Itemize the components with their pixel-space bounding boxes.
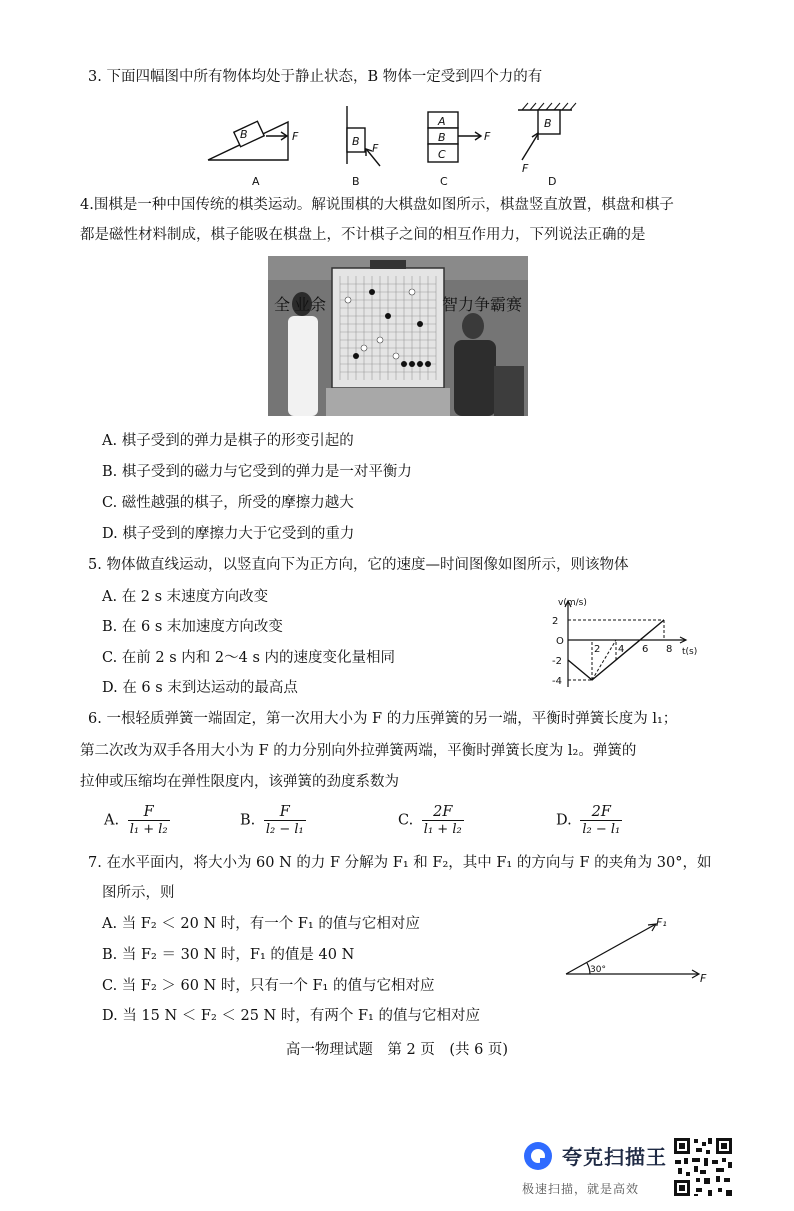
- x-tick-label: 6: [642, 644, 649, 655]
- q3-figures: [200, 100, 580, 190]
- q6-option-d-fraction: [580, 804, 622, 837]
- q7-option-d: D. 当 15 N ＜ F₂ ＜ 25 N 时，有两个 F₁ 的值与它相对应: [102, 1008, 480, 1024]
- force-decomposition-figure: [560, 912, 720, 992]
- force-arrow-d: [522, 134, 538, 160]
- y-tick-label: -2: [552, 656, 562, 667]
- q7-option-b: B. 当 F₂ ＝ 30 N 时，F₁ 的值是 40 N: [102, 947, 355, 963]
- q6-option-a-label: A.: [104, 812, 120, 829]
- q6-option-d-label: D.: [556, 812, 572, 829]
- figure-label-d: D: [548, 175, 557, 188]
- angle-label: 30°: [590, 965, 606, 975]
- figure-label-b: B: [352, 175, 360, 188]
- q7-option-a: A. 当 F₂ ＜ 20 N 时，有一个 F₁ 的值与它相对应: [102, 916, 420, 932]
- label-b-force: F: [372, 142, 379, 155]
- q6-line3: 拉伸或压缩均在弹性限度内，该弹簧的劲度系数为: [80, 774, 399, 790]
- x-tick-label: 8: [666, 644, 673, 655]
- y-tick-label: -4: [552, 676, 562, 687]
- force-f1-arrow: [566, 924, 656, 974]
- y-axis-label: v(m/s): [558, 598, 587, 608]
- q7-option-c: C. 当 F₂ ＞ 60 N 时，只有一个 F₁ 的值与它相对应: [102, 978, 435, 994]
- q5-option-a: A. 在 2 s 末速度方向改变: [102, 589, 269, 605]
- origin-label: O: [556, 636, 564, 647]
- q6-option-b: [240, 804, 306, 837]
- q6-option-a-fraction: [128, 804, 170, 837]
- q4-stem-line1: 4.围棋是一种中国传统的棋类运动。解说围棋的大棋盘如图所示，棋盘竖直放置，棋盘和棋子: [80, 197, 674, 213]
- q6-option-a: [104, 804, 170, 837]
- f1-label: F₁: [656, 916, 667, 929]
- q6-option-c-fraction: [422, 804, 464, 837]
- photo-banner-left: 全: [274, 295, 291, 314]
- label-c-mid: B: [438, 131, 446, 144]
- q6-option-a-num: F: [143, 804, 154, 820]
- go-board-scene: [268, 256, 528, 416]
- q6-option-a-den: l₁ + l₂: [129, 822, 168, 837]
- q4-stem-line2: 都是磁性材料制成，棋子能吸在棋盘上，不计棋子之间的相互作用力，下列说法正确的是: [80, 227, 646, 243]
- q4-option-a: A. 棋子受到的弹力是棋子的形变引起的: [102, 433, 354, 449]
- q5-option-c: C. 在前 2 s 内和 2～4 s 内的速度变化量相同: [102, 650, 396, 666]
- q6-option-c-den: l₁ + l₂: [423, 822, 462, 837]
- x-axis-label: t(s): [682, 647, 698, 657]
- q6-option-d-num: 2F: [591, 804, 611, 820]
- velocity-time-chart: [530, 585, 730, 705]
- label-c-bot: C: [438, 148, 446, 161]
- photo-banner-right: 智力争霸赛: [442, 295, 523, 314]
- y-tick-label: 2: [552, 616, 559, 627]
- label-d-block: B: [544, 117, 552, 130]
- q6-option-c-num: 2F: [433, 804, 453, 820]
- figure-label-a: A: [252, 175, 260, 188]
- q3-stem: 3. 下面四幅图中所有物体均处于静止状态，B 物体一定受到四个力的有: [88, 69, 543, 85]
- figure-label-c: C: [440, 175, 448, 188]
- q4-option-b: B. 棋子受到的磁力与它受到的弹力是一对平衡力: [102, 464, 412, 480]
- q6-line1: 6. 一根轻质弹簧一端固定，第一次用大小为 F 的力压弹簧的另一端，平衡时弹簧长度为 l₁；: [88, 711, 678, 727]
- quark-logo-icon: [522, 1140, 554, 1172]
- label-b-block: B: [352, 135, 360, 148]
- q6-option-b-fraction: [264, 804, 306, 837]
- q6-option-b-label: B.: [240, 812, 256, 829]
- q7-line2: 图所示，则: [102, 885, 175, 901]
- label-c-top: A: [438, 115, 446, 128]
- q5-option-d: D. 在 6 s 末到达运动的最高点: [102, 680, 298, 696]
- q4-option-d: D. 棋子受到的摩擦力大于它受到的重力: [102, 526, 355, 542]
- q7-line1: 7. 在水平面内，将大小为 60 N 的力 F 分解为 F₁ 和 F₂，其中 F₁ 的方向与 F 的夹角为 30°，如: [88, 855, 712, 871]
- block-a: [234, 121, 264, 146]
- x-tick-label: 2: [594, 644, 601, 655]
- label-a-force: F: [292, 130, 299, 143]
- label-c-force: F: [484, 130, 491, 143]
- q5-stem: 5. 物体做直线运动，以竖直向下为正方向，它的速度—时间图像如图所示，则该物体: [88, 557, 629, 573]
- label-a-block: B: [240, 128, 248, 141]
- f-label: F: [700, 972, 707, 985]
- q6-option-d-den: l₂ − l₁: [582, 822, 621, 837]
- brand-name: 夸克扫描王: [562, 1145, 667, 1169]
- q6-option-b-num: F: [279, 804, 290, 820]
- page-footer: 高一物理试题 第 2 页 (共 6 页): [285, 1042, 509, 1058]
- photo-banner-mid: 业余: [294, 295, 327, 314]
- label-d-force: F: [522, 162, 529, 175]
- q6-option-b-den: l₂ − l₁: [265, 822, 304, 837]
- brand-slogan: 极速扫描，就是高效: [522, 1182, 640, 1196]
- q6-option-d: [556, 804, 622, 837]
- x-tick-label: 4: [618, 644, 625, 655]
- q6-option-c: [398, 804, 464, 837]
- go-board-photo: [268, 256, 528, 416]
- q5-option-b: B. 在 6 s 末加速度方向改变: [102, 619, 283, 635]
- q4-option-c: C. 磁性越强的棋子，所受的摩擦力越大: [102, 495, 354, 511]
- q6-line2: 第二次改为双手各用大小为 F 的力分别向外拉弹簧两端，平衡时弹簧长度为 l₂。弹簧的: [80, 743, 637, 759]
- qr-code: [672, 1136, 734, 1198]
- q6-option-c-label: C.: [398, 812, 414, 829]
